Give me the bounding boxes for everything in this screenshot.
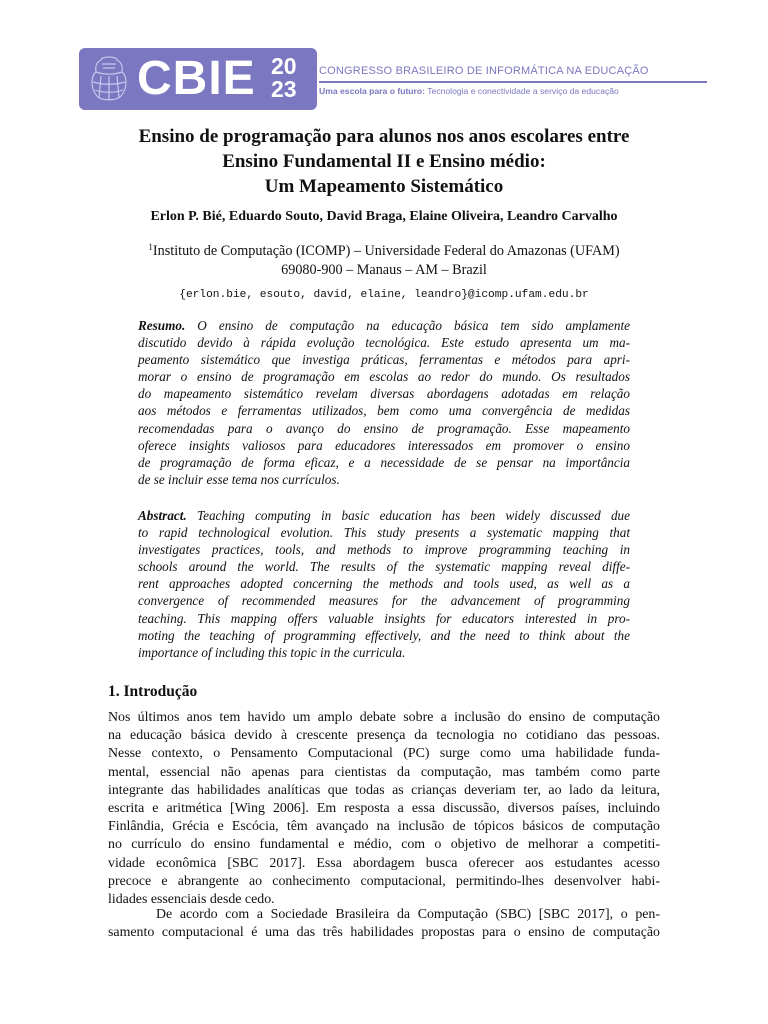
pottery-vase-icon <box>87 54 131 104</box>
affiliation-mark: 1 <box>148 242 153 252</box>
logo-year-top: 20 <box>271 53 297 79</box>
body-line: Nos últimos anos tem havido um amplo debate sobre a inclusão do ensino de computação <box>108 710 660 725</box>
affiliation-line-2: 69080-900 – Manaus – AM – Brazil <box>281 262 487 278</box>
abstract-line: importance of including this topic in the curricula. <box>138 644 406 660</box>
title-line: Um Mapeamento Sistemático <box>264 176 504 197</box>
intro-paragraph-1 <box>108 709 660 909</box>
resumo-label: Resumo. <box>138 318 186 333</box>
conference-banner <box>79 48 707 110</box>
abstract-label: Abstract. <box>138 508 187 523</box>
resumo-block <box>138 317 630 488</box>
resumo-line: do mapeamento sistemático revelam diversas abordagens adotadas em relação <box>138 386 630 402</box>
resumo-line: recomendadas para o avanço do ensino de programação. Esse mapeamento <box>138 420 630 436</box>
resumo-line: de programação de forma eficaz, e a necessidade de se pensar na importância <box>138 454 630 470</box>
affiliation <box>90 238 678 280</box>
title-line: Ensino de programação para alunos nos anos escolares entre <box>138 126 630 147</box>
logo-year-bottom: 23 <box>271 76 297 102</box>
body-line: samento computacional é uma das três habilidades propostas para o ensino de computação <box>108 925 660 941</box>
abstract-line: convergence of recommended measures for the advancement of programming <box>138 593 630 609</box>
body-line: integrante das habilidades analíticas que todas as crianças deveriam ter, ao lado da leitura, <box>108 782 660 798</box>
logo-year <box>271 55 311 101</box>
body-line: mental, essencial não apenas para cientistas da computação, mas também como parte <box>108 764 660 780</box>
body-line: vidade econômica [SBC 2017]. Essa abordagem busca oferecer aos estudantes acesso <box>108 855 660 871</box>
resumo-text: O ensino de computação na educação básica tem sido amplamente <box>185 318 630 333</box>
resumo-line: discutido devido à rápida evolução tecnológica. Este estudo apresenta um ma- <box>138 335 630 351</box>
abstract-line <box>138 507 630 524</box>
affiliation-line-1 <box>90 238 678 261</box>
section-heading: 1. Introdução <box>108 683 198 700</box>
resumo-line <box>138 317 630 334</box>
body-line: na educação básica devido à crescente presença da tecnologia no cotidiano das pessoas. <box>108 728 660 744</box>
tagline-bold: Uma escola para o futuro: <box>319 86 426 96</box>
banner-text <box>319 65 707 97</box>
abstract-line: investigates practices, tools, and methods to improve programming teaching in <box>138 542 630 558</box>
resumo-line: oferece insights valiosos para educadores interessados em promover o ensino <box>138 437 630 453</box>
abstract-line: moting the teaching of programming effectively, and the need to think about the <box>138 627 630 643</box>
body-line: lidades essenciais desde cedo. <box>108 892 275 908</box>
body-line: precoce e abrangente ao conhecimento computacional, permitindo-lhes desenvolver habi- <box>108 873 660 889</box>
logo-wordmark: CBIE <box>137 52 256 105</box>
abstract-line: to rapid technological evolution. This study presents a systematic mapping that <box>138 525 630 541</box>
body-line: Finlândia, Grécia e Escócia, têm avançado na inclusão de tópicos básicos de computação <box>108 819 660 835</box>
resumo-line: de se incluir esse tema nos currículos. <box>138 471 340 487</box>
body-line: escrita e aritmética [Wing 2006]. Em resposta a essa discussão, diversos países, incluindo <box>108 801 660 817</box>
paper-title <box>100 124 668 199</box>
banner-divider <box>319 81 707 83</box>
author-emails: {erlon.bie, esouto, david, elaine, leandro}@icomp.ufam.edu.br <box>179 289 589 301</box>
abstract-line: teaching. This mapping offers valuable insights for educators interested in pro- <box>138 610 630 626</box>
author-list: Erlon P. Bié, Eduardo Souto, David Braga, Elaine Oliveira, Leandro Carvalho <box>150 209 618 224</box>
conference-tagline <box>319 86 707 97</box>
resumo-line: peamento sistemático que investiga práticas, ferramentas e métodos para apri- <box>138 352 630 368</box>
resumo-line: aos métodos e ferramentas utilizados, bem como uma convergência de medidas <box>138 403 630 419</box>
abstract-line: schools around the world. The results of the systematic mapping reveal diffe- <box>138 559 630 575</box>
body-line: no currículo do ensino fundamental e médio, com o objetivo de melhorar a competiti- <box>108 837 660 853</box>
title-line: Ensino Fundamental II e Ensino médio: <box>222 151 546 172</box>
intro-paragraph-2 <box>108 906 660 942</box>
abstract-line: rent approaches adopted concerning the methods and tools used, as well as a <box>138 576 630 592</box>
abstract-text: Teaching computing in basic education has been widely discussed due <box>186 508 630 523</box>
congress-name: CONGRESSO BRASILEIRO DE INFORMÁTICA NA EDUCAÇÃO <box>319 65 649 77</box>
affiliation-institution: Instituto de Computação (ICOMP) – Universidade Federal do Amazonas (UFAM) <box>152 243 620 259</box>
tagline-rest: Tecnologia e conectividade a serviço da educação <box>425 86 619 96</box>
body-line: De acordo com a Sociedade Brasileira da Computação (SBC) [SBC 2017], o pen- <box>156 907 660 922</box>
body-line: Nesse contexto, o Pensamento Computacional (PC) surge como uma habilidade funda- <box>108 746 660 762</box>
cbie-logo <box>79 48 317 110</box>
resumo-line: morar o ensino de programação em escolas ao redor do mundo. Os resultados <box>138 369 630 385</box>
abstract-block <box>138 507 630 661</box>
